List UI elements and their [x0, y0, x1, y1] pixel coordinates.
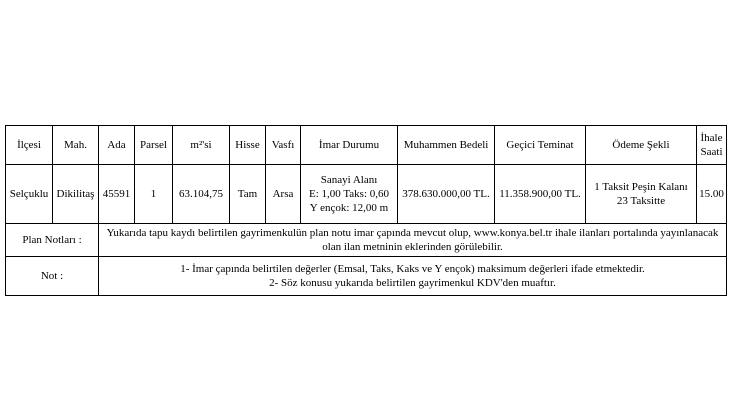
not-label: Not : [6, 257, 99, 296]
cell-m2: 63.104,75 [173, 165, 230, 224]
table-header-row [6, 126, 727, 165]
header-vasfi: Vasfı [266, 126, 301, 165]
cell-teminat: 11.358.900,00 TL. [495, 165, 586, 224]
cell-parsel: 1 [135, 165, 173, 224]
cell-mah: Dikilitaş [53, 165, 99, 224]
header-ilce: İlçesi [6, 126, 53, 165]
cell-saat: 15.00 [697, 165, 727, 224]
header-mah: Mah. [53, 126, 99, 165]
cell-odeme [586, 165, 697, 224]
cell-muhammen: 378.630.000,00 TL. [398, 165, 495, 224]
cell-ada: 45591 [99, 165, 135, 224]
cell-ilce: Selçuklu [6, 165, 53, 224]
header-parsel: Parsel [135, 126, 173, 165]
table-row [6, 165, 727, 224]
header-ihale-line-1: İhale [700, 132, 723, 144]
plan-notlari-text: Yukarıda tapu kaydı belirtilen gayrimenkulün plan notu imar çapında mevcut olup, www.konya.bel.tr ihale ilanları portalında yayınlanacak olan ilan metninin eklerinden görülebilir. [99, 224, 727, 257]
not-text [99, 257, 727, 296]
imar-line-2: E: 1,00 Taks: 0,60 [309, 188, 389, 200]
cell-vasfi: Arsa [266, 165, 301, 224]
imar-line-1: Sanayi Alanı [320, 174, 378, 186]
header-ada: Ada [99, 126, 135, 165]
tender-table [5, 125, 727, 296]
odeme-line-1: 1 Taksit Peşin Kalanı [594, 181, 688, 193]
not-line-1: 1- İmar çapında belirtilen değerler (Emsal, Taks, Kaks ve Y ençok) maksimum değerleri ifade etmektedir. [180, 263, 645, 275]
odeme-line-2: 23 Taksitte [616, 195, 666, 207]
header-teminat: Geçici Teminat [495, 126, 586, 165]
header-imar: İmar Durumu [301, 126, 398, 165]
cell-imar [301, 165, 398, 224]
plan-notlari-row [6, 224, 727, 257]
not-line-2: 2- Söz konusu yukarıda belirtilen gayrimenkul KDV'den muaftır. [269, 277, 556, 289]
header-ihale-saati [697, 126, 727, 165]
header-ihale-line-2: Saati [700, 146, 723, 158]
cell-hisse: Tam [230, 165, 266, 224]
header-odeme: Ödeme Şekli [586, 126, 697, 165]
header-m2: m²'si [173, 126, 230, 165]
header-hisse: Hisse [230, 126, 266, 165]
header-muhammen: Muhammen Bedeli [398, 126, 495, 165]
plan-notlari-label: Plan Notları : [6, 224, 99, 257]
imar-line-3: Y ençok: 12,00 m [309, 202, 389, 214]
not-row [6, 257, 727, 296]
